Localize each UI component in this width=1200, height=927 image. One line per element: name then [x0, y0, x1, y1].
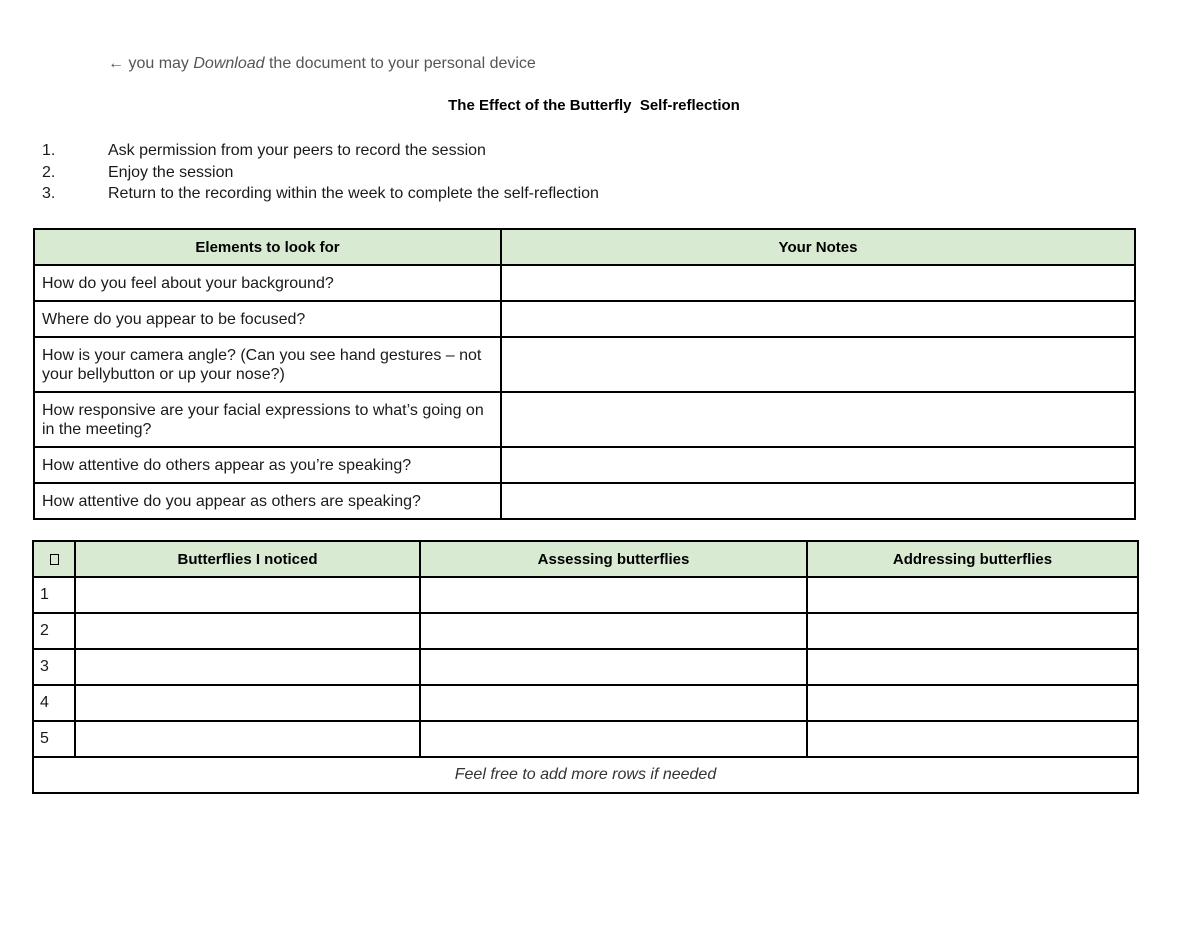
addressing-cell[interactable] — [807, 721, 1138, 757]
header-elements: Elements to look for — [34, 229, 501, 265]
header-assessing: Assessing butterflies — [420, 541, 807, 577]
table-row — [34, 301, 1135, 337]
assessing-cell[interactable] — [420, 613, 807, 649]
left-arrow-icon: ← — [108, 55, 124, 72]
table-header-row — [33, 541, 1138, 577]
element-cell: How attentive do others appear as you’re speaking? — [34, 447, 501, 483]
table-row — [34, 392, 1135, 447]
row-index: 1 — [33, 577, 75, 613]
step-text: Enjoy the session — [108, 163, 234, 181]
noticed-cell[interactable] — [75, 649, 420, 685]
step-item — [42, 183, 599, 205]
row-index: 5 — [33, 721, 75, 757]
table-row — [33, 577, 1138, 613]
checkbox-icon — [50, 554, 59, 565]
table-row — [34, 483, 1135, 519]
table-footer-row — [33, 757, 1138, 793]
notes-cell[interactable] — [501, 447, 1135, 483]
assessing-cell[interactable] — [420, 685, 807, 721]
addressing-cell[interactable] — [807, 577, 1138, 613]
notes-cell[interactable] — [501, 265, 1135, 301]
download-hint-suffix: the document to your personal device — [268, 55, 536, 72]
add-rows-note: Feel free to add more rows if needed — [33, 757, 1138, 793]
addressing-cell[interactable] — [807, 613, 1138, 649]
noticed-cell[interactable] — [75, 577, 420, 613]
row-index: 4 — [33, 685, 75, 721]
step-number: 2. — [42, 163, 56, 181]
steps-list — [42, 140, 599, 205]
download-link[interactable]: Download — [193, 55, 265, 72]
header-index — [33, 541, 75, 577]
header-notes: Your Notes — [501, 229, 1135, 265]
addressing-cell[interactable] — [807, 649, 1138, 685]
download-hint — [108, 55, 536, 73]
notes-cell[interactable] — [501, 301, 1135, 337]
step-text: Ask permission from your peers to record the session — [108, 142, 486, 159]
assessing-cell[interactable] — [420, 721, 807, 757]
table-row — [33, 685, 1138, 721]
step-number: 1. — [42, 142, 56, 159]
header-noticed: Butterflies I noticed — [75, 541, 420, 577]
element-cell: Where do you appear to be focused? — [34, 301, 501, 337]
header-addressing: Addressing butterflies — [807, 541, 1138, 577]
notes-cell[interactable] — [501, 392, 1135, 447]
element-cell: How attentive do you appear as others are speaking? — [34, 483, 501, 519]
noticed-cell[interactable] — [75, 613, 420, 649]
table-header-row — [34, 229, 1135, 265]
element-cell: How is your camera angle? (Can you see hand gestures – not your bellybutton or up your nose?) — [34, 337, 501, 392]
noticed-cell[interactable] — [75, 721, 420, 757]
element-cell: How responsive are your facial expressions to what’s going on in the meeting? — [34, 392, 501, 447]
addressing-cell[interactable] — [807, 685, 1138, 721]
table-row — [33, 613, 1138, 649]
step-number: 3. — [42, 185, 56, 202]
table-row — [34, 337, 1135, 392]
table-row — [33, 649, 1138, 685]
element-cell: How do you feel about your background? — [34, 265, 501, 301]
assessing-cell[interactable] — [420, 649, 807, 685]
assessing-cell[interactable] — [420, 577, 807, 613]
step-text: Return to the recording within the week to complete the self-reflection — [108, 185, 599, 202]
step-item — [42, 162, 599, 184]
download-hint-prefix: you may — [128, 55, 189, 72]
table-row — [33, 721, 1138, 757]
elements-table — [33, 228, 1136, 520]
table-row — [34, 447, 1135, 483]
document-title: The Effect of the Butterfly Self-reflection — [448, 97, 740, 114]
row-index: 2 — [33, 613, 75, 649]
notes-cell[interactable] — [501, 483, 1135, 519]
butterfly-table — [32, 540, 1139, 794]
table-row — [34, 265, 1135, 301]
row-index: 3 — [33, 649, 75, 685]
step-item — [42, 140, 599, 162]
notes-cell[interactable] — [501, 337, 1135, 392]
noticed-cell[interactable] — [75, 685, 420, 721]
